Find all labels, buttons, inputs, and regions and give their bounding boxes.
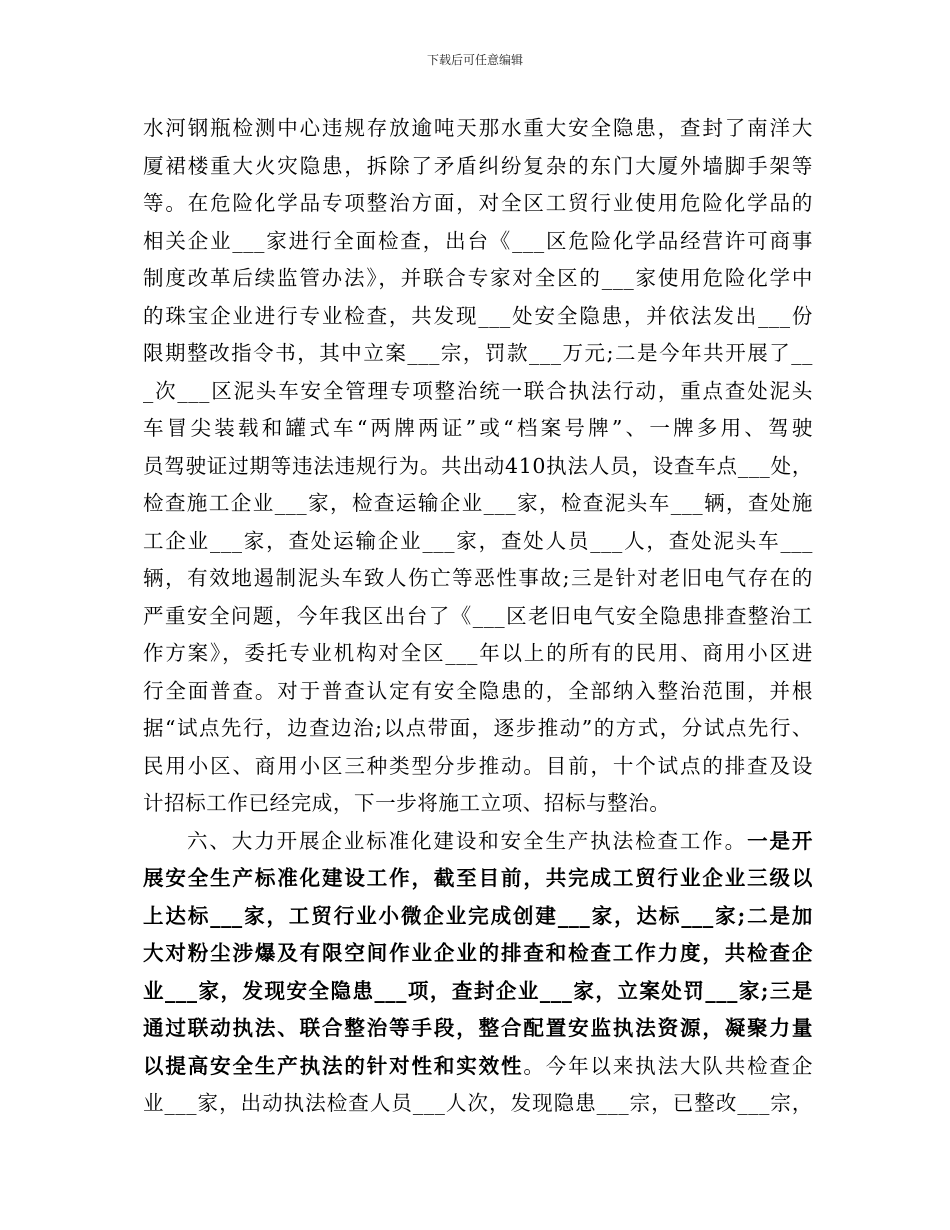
bold-text-run: 一是开: [747, 828, 814, 853]
bold-text-run: 上达标___家，工贸行业小微企业完成创建___家，达标___家;二是加: [143, 903, 813, 928]
text-run: 严重安全问题，今年我区出台了《___区老旧电气安全隐患排查整治工: [143, 603, 813, 628]
text-run: 六、大力开展企业标准化建设和安全生产执法检查工作。: [187, 828, 748, 853]
text-line: [143, 260, 813, 298]
text-line: [143, 935, 813, 973]
text-run: 的珠宝企业进行专业检查，共发现___处安全隐患，并依法发出___份: [143, 303, 813, 328]
text-run: 。今年以来执法大队共检查企: [523, 1053, 813, 1078]
text-line: [143, 1048, 813, 1086]
document-body: [143, 110, 813, 1123]
text-run: 民用小区、商用小区三种类型分步推动。目前，十个试点的排查及设: [143, 753, 813, 778]
text-run: 相关企业___家进行全面检查，出台《___区危险化学品经营许可商事: [143, 228, 813, 253]
text-run: 制度改革后续监管办法》，并联合专家对全区的___家使用危险化学中: [143, 266, 813, 290]
text-line: [143, 335, 813, 373]
text-line: [143, 898, 813, 936]
text-run: _次___区泥头车安全管理专项整治统一联合执法行动，重点查处泥头: [143, 378, 813, 403]
bold-text-run: 业___家，发现安全隐患___项，查封企业___家，立案处罚___家;三是: [143, 978, 813, 1003]
page-header: 下载后可任意编辑: [426, 53, 523, 67]
text-line: [143, 148, 813, 186]
text-line: [143, 298, 813, 336]
bold-text-run: 大对粉尘涉爆及有限空间作业企业的排查和检查工作力度，共检查企: [143, 941, 813, 965]
text-line: [143, 110, 813, 148]
bold-text-run: 展安全生产标准化建设工作，截至目前，共完成工贸行业企业三级以: [143, 866, 813, 890]
text-run: 员驾驶证过期等违法违规行为。共出动410执法人员，设查车点___处，: [143, 453, 813, 478]
text-line: [143, 1085, 813, 1123]
text-run: 检查施工企业___家，检查运输企业___家，检查泥头车___辆，查处施: [143, 491, 813, 515]
text-line: [143, 823, 813, 861]
text-run: 限期整改指令书，其中立案___宗，罚款___万元;二是今年共开展了__: [143, 341, 813, 365]
bold-text-run: 以提高安全生产执法的针对性和实效性: [143, 1053, 524, 1078]
text-line: [143, 973, 813, 1011]
text-run: 工企业___家，查处运输企业___家，查处人员___人，查处泥头车___: [143, 528, 813, 553]
text-line: [143, 560, 813, 598]
text-line: [143, 523, 813, 561]
text-line: [143, 598, 813, 636]
text-line: [143, 485, 813, 523]
text-line: [143, 635, 813, 673]
text-run: 辆，有效地遏制泥头车致人伤亡等恶性事故;三是针对老旧电气存在的: [143, 566, 813, 590]
text-run: 业___家，出动执法检查人员___人次，发现隐患___宗，已整改___宗，: [143, 1091, 813, 1115]
text-line: [143, 748, 813, 786]
text-line: [143, 673, 813, 711]
text-line: [143, 223, 813, 261]
text-line: [143, 410, 813, 448]
text-line: [143, 1010, 813, 1048]
text-run: 厦裙楼重大火灾隐患，拆除了矛盾纠纷复杂的东门大厦外墙脚手架等: [143, 153, 813, 178]
text-run: 车冒尖装载和罐式车“两牌两证”或“档案号牌”、一牌多用、驾驶: [143, 416, 813, 440]
bold-text-run: 通过联动执法、联合整治等手段，整合配置安监执法资源，凝聚力量: [143, 1016, 813, 1040]
text-run: 水河钢瓶检测中心违规存放逾吨天那水重大安全隐患，查封了南洋大: [143, 116, 813, 140]
text-line: [143, 373, 813, 411]
text-run: 计招标工作已经完成，下一步将施工立项、招标与整治。: [143, 791, 671, 815]
text-run: 行全面普查。对于普查认定有安全隐患的，全部纳入整治范围，并根: [143, 678, 813, 703]
text-line: [143, 185, 813, 223]
text-run: 据“试点先行，边查边治;以点带面，逐步推动”的方式，分试点先行、: [143, 716, 813, 740]
text-run: 等。在危险化学品专项整治方面，对全区工贸行业使用危险化学品的: [143, 191, 813, 215]
text-line: [143, 785, 813, 823]
text-line: [143, 710, 813, 748]
text-line: [143, 860, 813, 898]
text-line: [143, 448, 813, 486]
text-run: 作方案》，委托专业机构对全区___年以上的所有的民用、商用小区进: [143, 641, 813, 665]
